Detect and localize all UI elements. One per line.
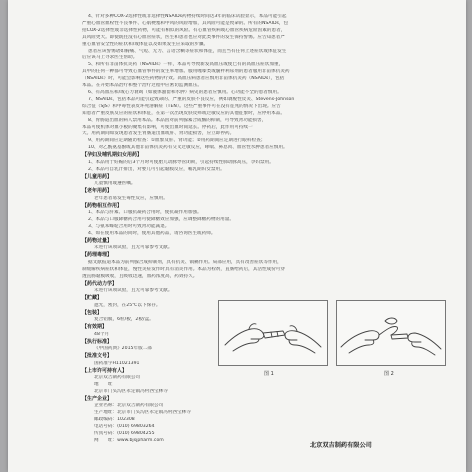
text-line: 北京市门头沟区永定镇冯村西宝林寺 xyxy=(94,388,168,394)
text-line: 8、胃肠道出血的病人禁用本品。本品因对前列腺素合成酶的抑制，可导致肾功能损害， xyxy=(88,117,267,123)
text-line: 9、用药期间应定期随访检查：①血象及肝、肾功能；②用药期间应定期进行眼科检查； xyxy=(88,138,266,144)
text-line: 重心血管安全性的症状和/或体征以及如果发生应采取的步骤。 xyxy=(82,41,209,47)
text-line: 2、本品与口服降糖药合用可使降糖效应加强，应调整降糖药物的用量。 xyxy=(88,217,234,223)
figure-2-frame xyxy=(336,300,446,366)
figure-2-illustration xyxy=(337,301,445,365)
text-line: 括COX-2选择性或非选择性药物，可能有相似的风险。有心血管疾病或心血管疾病危险因素的患者， xyxy=(82,27,286,33)
text-line: 1、本品用于妊娠的后3个月时可使胎儿动脉导管闭锁，引起持续性肺动脉高压，孕妇禁用。 xyxy=(88,159,274,165)
section-heading: 【药物相互作用】 xyxy=(82,202,123,209)
text-line: 7、NSAIDs，包括本品可能引起致命的、严重的皮肤不良反应，例如剥脱性皮炎、Stevens-Johnson xyxy=(88,96,295,102)
text-line: 遮光，密封，在25℃以下保存。 xyxy=(94,302,161,308)
text-line: 邮政编码：102308 xyxy=(94,417,135,423)
text-line: 天。用药期间如发现患者发生胃肠道出血或肝、肾功能损害，应立即停药。 xyxy=(82,131,235,137)
section-heading: 【包装】 xyxy=(82,309,103,316)
text-line: 地 址 xyxy=(94,382,113,388)
text-line: 10、对乙酰氨基酚或其他非甾体抗炎药有交叉过敏反应，哮喘、鼻息肉、血管性水肿患者应慎用。 xyxy=(88,145,288,151)
text-line: 透直肠黏膜吸收，且吸收迅速，血药浓度高，药效持久。 xyxy=(82,273,198,279)
leaflet-page xyxy=(8,0,466,472)
usage-figures xyxy=(218,300,446,390)
text-line: 复合铝膜，6粒/板，2板/盒。 xyxy=(94,317,154,323)
text-line: 本品。在开始本品治疗和整个治疗过程中应密切监测血压。 xyxy=(82,83,202,89)
text-line: 患者应该警惕诸如胸痛、气短、无力、言语含糊等症状和体征，而且当有任何上述症状或体征发生 xyxy=(88,48,287,54)
text-line: 《中国药典》2015年版二部 xyxy=(94,346,152,352)
section-heading: 【贮藏】 xyxy=(82,295,103,302)
text-line: 其中的任何一种都可导致心血管事件的发生率增加。服用噻嗪类或髓袢利尿剂的患者服用非甾体抗炎药 xyxy=(82,69,290,75)
text-line: （NSAIDs）时，可能会影响这些药物的疗效。高血压病患者应慎用非甾体抗炎药（NSAIDs），包括 xyxy=(82,76,285,82)
figure-1-frame xyxy=(218,300,328,366)
figure-2-caption: 图 2 xyxy=(384,371,394,377)
text-line: 2、本品可自乳汁排出，对婴儿可引起黏膜反应，哺乳期妇女禁用。 xyxy=(88,166,225,172)
section-heading: 【药物过量】 xyxy=(82,237,113,244)
section-heading: 【儿童用药】 xyxy=(82,173,113,180)
text-line: 未进行该项试验，且无可靠参考文献。 xyxy=(94,245,173,251)
text-line: 老年患者易发生毒性反应，应慎用。 xyxy=(94,195,168,201)
text-line: 5、和所有非甾体抗炎药（NSAIDs）一样，本品可导致新发高血压或使已有的高血压症状加重， xyxy=(88,62,284,68)
section-heading: 【生产企业】 xyxy=(82,395,113,402)
section-heading: 【孕妇及哺乳期妇女用药】 xyxy=(82,152,143,159)
text-line: 1、本品与肝素、口服抗凝药合用时，使抗凝作用加强。 xyxy=(88,210,202,216)
text-line: 综合征（SJS）和中毒性表皮坏死溶解症（TEN）。这些严重事件可在没有征兆的情况下出现。应告 xyxy=(82,103,281,109)
section-heading: 【执行标准】 xyxy=(82,338,113,345)
section-heading: 【批准文号】 xyxy=(82,353,113,360)
text-line: 后应该马上寻求医生帮助。 xyxy=(82,55,138,61)
text-line: 企业名称：北京双吉制药有限公司 xyxy=(94,403,164,409)
section-heading: 【药代动力学】 xyxy=(82,280,118,287)
section-heading: 【药理毒理】 xyxy=(82,252,113,259)
figure-1-illustration xyxy=(219,301,327,365)
text-line: 传真号码：(010) 69804255 xyxy=(94,431,155,437)
text-line: 48个月 xyxy=(94,331,110,337)
figure-1-caption: 图 1 xyxy=(264,371,274,377)
text-line: 北京双吉制药有限公司 xyxy=(94,375,141,381)
text-line: 6、有高血压和/或心力衰竭（如液体潴留和水肿）病史的患者应慎用。心功能不全的患者慎用。 xyxy=(88,89,282,95)
text-line: 4、针对多种COX-2选择性或非选择性NSAIDs药物持续时间达3年的临床试验显示，本品可能引起 xyxy=(88,14,287,19)
text-line: 知患者严重皮肤反应的症状和体征，在第一次出现皮肤皮疹或过敏反应的其他征象时，应停用本品。 xyxy=(82,110,286,116)
text-line: 本品可使机体对血小板的聚集有影响，可使出血时间延长。停药后，此作用可持续一 xyxy=(82,124,253,130)
text-line: 严重心血管血栓性不良事件、心肌梗塞和中风的风险增加，其风险可能是致命的。所有的NSAIDs，包 xyxy=(82,20,289,26)
text-line: 据文献报道本品为前列腺合成抑制剂，具有抗炎、镇痛作用。局部应用，具有改善症状等作用， xyxy=(88,259,282,265)
text-line: 其风险更大。即使既往没有心血管症状，医生和患者也应对此类事件的发生保持警惕。应告知患者严 xyxy=(82,34,286,40)
text-line: 3、与氨苯蝶啶合用时可致肾功能减退。 xyxy=(88,223,170,229)
text-line: 4、如在使用本品的同时，使用其他药品，请咨询医生或药师。 xyxy=(88,230,216,236)
footer-company-name: 北京双吉制药有限公司 xyxy=(310,442,372,449)
section-heading: 【上市许可持有人】 xyxy=(82,367,128,374)
text-line: 电话号码：(010) 69803264 xyxy=(94,424,155,430)
section-heading: 【老年用药】 xyxy=(82,188,113,195)
section-heading: 【有效期】 xyxy=(82,324,108,331)
text-line: 制缓解疾病症状和体征，慢性炎症发作时具有消炎作用。本品为栓剂，直肠给药后，其活性成份可穿 xyxy=(82,266,286,272)
text-line: 网 址：www.bjsjpharm.com xyxy=(94,438,164,443)
text-line: 儿童慎用或遵医嘱。 xyxy=(94,181,136,187)
text-line: 未进行该项试验，且无可靠参考文献。 xyxy=(94,288,173,294)
text-line: 国药准字H11021391 xyxy=(94,360,140,366)
text-line: 生产地址：北京市门头沟区永定镇冯村西宝林寺 xyxy=(94,410,191,416)
